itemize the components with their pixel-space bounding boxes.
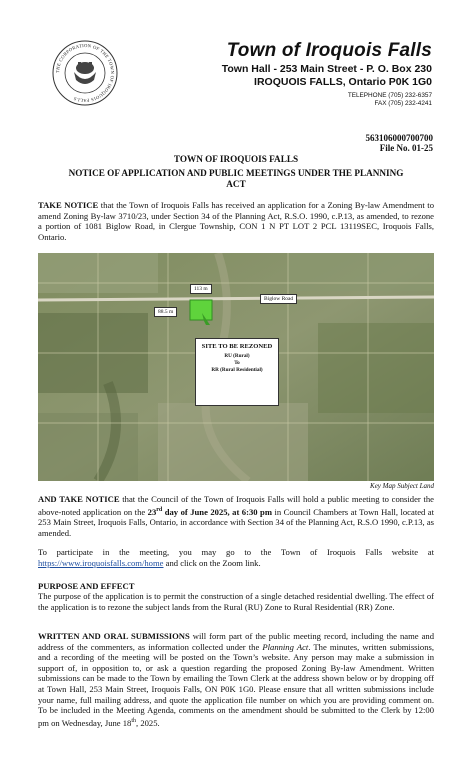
roll-number: 563106000700700	[365, 133, 433, 143]
address-line-2: IROQUOIS FALLS, Ontario P0K 1G0	[254, 76, 432, 88]
submissions-text-a: will form part of the public meeting record, including the name and address of the commenters, as information collected under the	[38, 631, 434, 652]
from-zone: RU (Rural)	[224, 353, 250, 359]
submissions-text-c: , 2025.	[136, 717, 160, 728]
submissions-paragraph	[38, 631, 434, 728]
meeting-date-day: 23	[147, 506, 157, 517]
meeting-paragraph	[38, 494, 434, 538]
site-title: SITE TO BE REZONED	[201, 343, 273, 350]
telephone: TELEPHONE (705) 232-6357	[347, 92, 432, 99]
participate-text-a: To participate in the meeting, you may go to the Town of Iroquois Falls website at	[38, 547, 434, 557]
website-link[interactable]: https://www.iroquoisfalls.com/home	[38, 557, 164, 568]
site-callout	[195, 338, 279, 406]
submissions-sup: th	[131, 717, 137, 724]
heading-notice: NOTICE OF APPLICATION AND PUBLIC MEETINGS UNDER THE PLANNING ACT	[68, 168, 404, 189]
svg-text:THE CORPORATION OF THE TOWN OF: THE CORPORATION OF THE TOWN OF IROQUOIS FALLS	[54, 42, 116, 104]
address-line-1: Town Hall - 253 Main Street - P. O. Box 230	[221, 63, 432, 75]
town-title: Town of Iroquois Falls	[226, 40, 432, 61]
purpose-paragraph: The purpose of the application is to permit the construction of a single detached residential dwelling. The effect of the application is to rezone the subject lands from the Rural (RU) Zone to Rural Residential (RR) Zone.	[38, 591, 434, 612]
to-word: To	[234, 360, 240, 366]
meeting-date-rest: day of June 2025, at 6:30 pm	[162, 506, 272, 517]
to-zone: RR (Rural Residential)	[211, 367, 263, 373]
participate-text-b: and click on the Zoom link.	[163, 557, 261, 568]
participate-paragraph	[38, 547, 434, 568]
purpose-heading: PURPOSE AND EFFECT	[38, 581, 135, 591]
heading-town: TOWN OF IROQUOIS FALLS	[173, 154, 299, 164]
fax: FAX (705) 232-4241	[374, 100, 432, 107]
meeting-text-a: that the Council of the Town of Iroquois Falls will hold a public meeting to consider the above-noted application on the	[38, 494, 434, 517]
take-notice-text: that the Town of Iroquois Falls has received an application for a Zoning By-law Amendment to amend Zoning By-law 3710/23, under Section 34 of the Planning Act, R.S.O. 1990, c.P.13, as amended, to rezone a portion of 1081 Biglow Road, in Clergue Township, CON 1 N PT LOT 2 PCL 13119SEC, Iroquois Falls, Ontario.	[38, 200, 434, 242]
town-seal-icon	[52, 40, 118, 106]
dim-side-label: 88.5 m	[154, 307, 177, 317]
key-map	[38, 253, 434, 481]
meeting-date-sup: rd	[156, 506, 163, 513]
planning-act-italic: Planning Act	[262, 641, 309, 652]
road-label: Biglow Road	[260, 294, 297, 304]
file-number: File No. 01-25	[379, 143, 433, 153]
map-caption: Key Map Subject Land	[370, 482, 434, 490]
take-notice-paragraph	[38, 200, 434, 242]
meeting-lead: AND TAKE NOTICE	[38, 494, 120, 504]
meeting-text-b: in Council Chambers at Town Hall, located at 253 Main Street, Iroquois Falls, Ontario, in accordance with Section 34 of the Planning Act, R.S.O 1990, c.P.13, as amended.	[38, 506, 434, 538]
dim-top-label: 113 m	[190, 284, 212, 294]
submissions-lead: WRITTEN AND ORAL SUBMISSIONS	[38, 631, 190, 641]
submissions-text-b: . The minutes, written submissions, and a recording of the meeting will be posted on the Town’s website. Any person may make a submission in support of, in opposition to, or ask a question regarding the proposed Zoning By-law Amendment. Written submissions can be made to the Town by emailing the Town Clerk at the address shown below or by dropping off at Town Hall, 253 Main Street, Iroquois Falls, ON P0K 1G0. Please ensure that all written submissions include your name, full mailing address, and quote the application file number on which you are providing comment on. To be included in the Meeting Agenda, comments on the amendment should be submitted to the Clerk by 12:00 pm on Wednesday, June 18	[38, 641, 434, 728]
take-notice-lead: TAKE NOTICE	[38, 200, 99, 210]
site-parcel	[190, 300, 212, 320]
